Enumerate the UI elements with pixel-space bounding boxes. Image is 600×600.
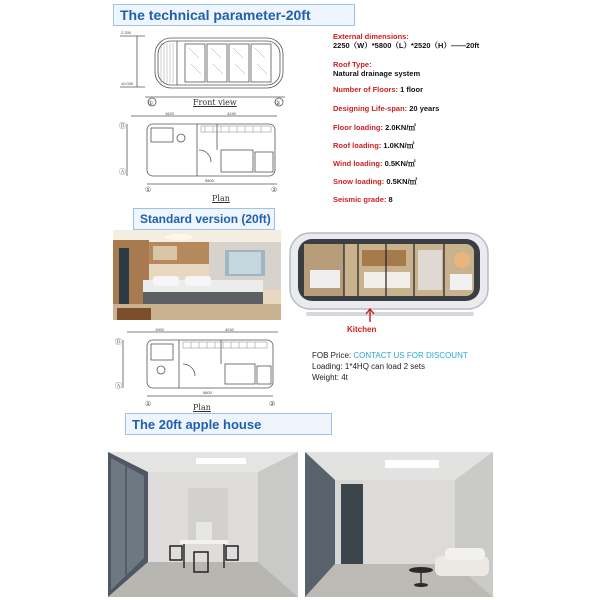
fob-weight: Weight: 4t <box>312 373 348 382</box>
dining-interior-photo <box>108 452 298 597</box>
plan-caption-technical: Plan <box>212 194 230 203</box>
spec-roof-type <box>333 60 420 78</box>
plan2-axis-2: ② <box>269 400 276 408</box>
front-view-axis-1: ① <box>148 100 154 107</box>
banner-standard-version: Standard version (20ft) <box>133 208 275 230</box>
spec-lifespan-label: Designing Life-span: <box>333 104 408 113</box>
plan-drawing-technical <box>117 110 287 205</box>
plan2-axis-b: Ⓑ <box>115 338 122 346</box>
apple-cabin-exterior-photo <box>286 230 494 320</box>
spec-floors-value: 1 floor <box>400 85 424 94</box>
spec-wind-loading-value: 0.5KN/㎡ <box>384 159 416 168</box>
spec-floors <box>333 85 423 94</box>
spec-external-value: 2250（W）*5800（L）*2520（H）——20ft <box>333 41 480 50</box>
plan-axis-b: Ⓑ <box>119 122 126 130</box>
lounge-interior-photo <box>305 452 493 597</box>
spec-snow-loading <box>333 177 417 186</box>
plan-dim-5800: 5800 <box>205 178 214 183</box>
spec-wind-loading <box>333 159 415 168</box>
banner-technical-parameter: The technical parameter-20ft <box>113 4 355 26</box>
plan-axis-2: ② <box>271 186 278 194</box>
spec-lifespan <box>333 104 439 113</box>
spec-snow-loading-label: Snow loading: <box>333 177 385 186</box>
spec-floor-loading <box>333 123 416 132</box>
fob-price-label: FOB Price: <box>312 351 352 360</box>
kitchen-label: Kitchen <box>347 325 377 334</box>
spec-wind-loading-label: Wind loading: <box>333 159 383 168</box>
spec-roof-loading-value: 1.0KN/㎡ <box>383 141 415 150</box>
plan2-axis-1: ① <box>145 400 152 408</box>
banner-apple-house: The 20ft apple house <box>125 413 332 435</box>
plan-dim-1620: 1620 <box>165 111 174 116</box>
front-view-axis-2: ② <box>275 100 281 107</box>
spec-snow-loading-value: 0.5KN/㎡ <box>386 177 418 186</box>
spec-seismic-label: Seismic grade: <box>333 195 387 204</box>
plan2-dim-4240: 4240 <box>225 327 234 332</box>
spec-floors-label: Number of Floors: <box>333 85 398 94</box>
front-view-dim-bottom: ±0.000 <box>121 81 134 86</box>
spec-roof-type-label: Roof Type: <box>333 60 372 69</box>
front-view-caption: Front view <box>193 98 237 107</box>
spec-roof-loading <box>333 141 414 150</box>
spec-external-label: External dimensions: <box>333 32 409 41</box>
spec-roof-type-value: Natural drainage system <box>333 69 421 78</box>
plan2-dim-5800: 5800 <box>203 390 212 395</box>
spec-floor-loading-value: 2.0KN/㎡ <box>385 123 416 132</box>
fob-loading: Loading: 1*4HQ can load 2 sets <box>312 362 425 371</box>
fob-price-line <box>312 350 468 361</box>
kitchen-arrow-icon <box>362 308 378 324</box>
spec-external-dimensions <box>333 32 479 50</box>
spec-lifespan-value: 20 years <box>409 104 440 113</box>
plan2-axis-a: Ⓐ <box>115 382 122 390</box>
plan-axis-a: Ⓐ <box>119 168 126 176</box>
plan-dim-4240: 4240 <box>227 111 236 116</box>
spec-roof-loading-label: Roof loading: <box>333 141 382 150</box>
spec-seismic-value: 8 <box>388 195 393 204</box>
spec-seismic-grade <box>333 195 393 204</box>
plan-caption-standard: Plan <box>193 403 211 412</box>
plan-axis-1: ① <box>145 186 152 194</box>
plan2-dim-1000: 1000 <box>155 327 164 332</box>
fob-price-link[interactable]: CONTACT US FOR DISCOUNT <box>353 351 468 360</box>
front-view-dim-top: 2.330 <box>121 30 132 35</box>
bedroom-interior-photo <box>113 230 281 320</box>
spec-floor-loading-label: Floor loading: <box>333 123 383 132</box>
